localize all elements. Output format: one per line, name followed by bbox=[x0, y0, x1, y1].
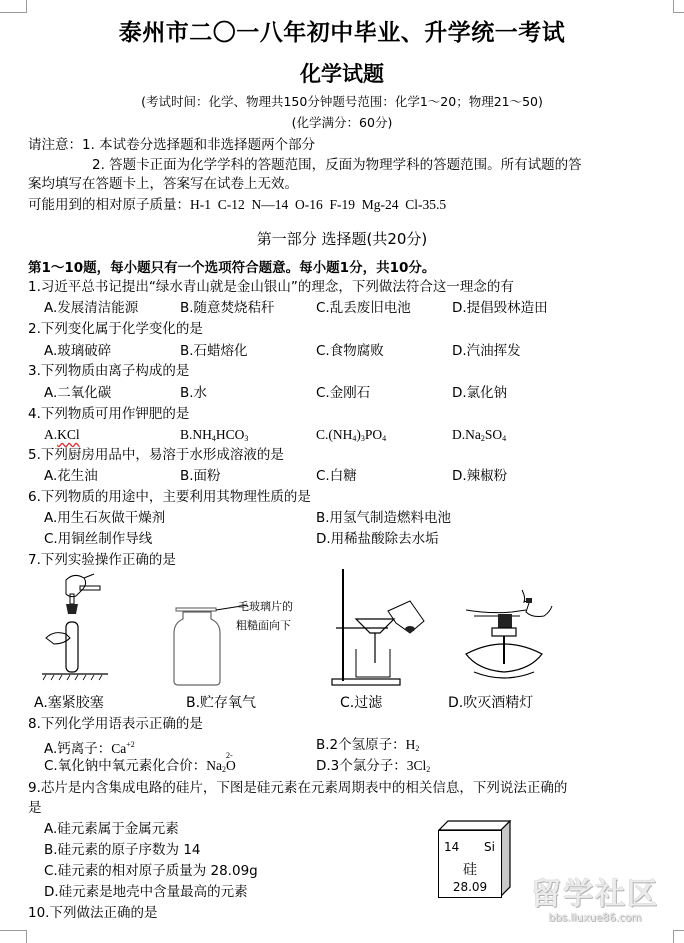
question-5-option-a: A.花生油 bbox=[44, 468, 98, 484]
question-10-stem: 10.下列做法正确的是 bbox=[28, 905, 158, 921]
question-2-option-d: D.汽油挥发 bbox=[452, 343, 521, 359]
page-corner-mark bbox=[0, 930, 27, 943]
figure-alcohol-lamp bbox=[460, 588, 560, 688]
figure-insert-stopper bbox=[36, 572, 116, 682]
question-3-option-d: D.氯化钠 bbox=[452, 385, 508, 401]
full-score-note: (化学满分：60分) bbox=[291, 115, 393, 130]
question-6-option-c: C.用铜丝制作导线 bbox=[44, 531, 153, 547]
question-4-option-b: $B.NH_4HCO_3$ bbox=[180, 427, 249, 443]
atomic-mass: 28.09 bbox=[452, 880, 488, 894]
page-corner-mark bbox=[673, 930, 684, 943]
atomic-number: 14 bbox=[444, 840, 460, 854]
question-8-option-c: C.氧化钠中氧元素化合价：$Na_2O$ 2- bbox=[44, 757, 236, 779]
question-5-stem: 5.下列厨房用品中，易溶于水形成溶液的是 bbox=[28, 447, 284, 463]
question-4-option-d: $D.Na_2SO_4$ bbox=[452, 427, 507, 443]
section-title: 第一部分 选择题(共20分) bbox=[256, 230, 428, 248]
question-9-option-a: A.硅元素属于金属元素 bbox=[44, 821, 179, 837]
figure-caption-c: C.过滤 bbox=[340, 695, 383, 711]
page-corner-mark bbox=[0, 0, 27, 13]
question-2-option-a: A.玻璃破碎 bbox=[44, 343, 112, 359]
site-watermark bbox=[515, 878, 675, 924]
spellcheck-underline: KCl bbox=[57, 427, 80, 442]
atomic-masses-values: H-1 C-12 N—14 O-16 F-19 Mg-24 Cl-35.5 bbox=[190, 197, 447, 212]
question-9-option-b: B.硅元素的原子序数为 14 bbox=[44, 842, 201, 858]
question-5-option-c: C.白糖 bbox=[316, 468, 357, 484]
watermark-url: bbs.liuxue86.com bbox=[548, 912, 642, 924]
question-9-option-c: C.硅元素的相对原子质量为 28.09g bbox=[44, 863, 258, 879]
question-8-option-d: D.3个氯分子：$3Cl_2$ bbox=[316, 758, 431, 774]
question-8-option-b: B.2个氢原子：$H_2$ bbox=[316, 737, 420, 753]
question-2-option-b: B.石蜡熔化 bbox=[180, 343, 248, 359]
notice-item-1: 1. 本试卷分选择题和非选择题两个部分 bbox=[82, 137, 316, 153]
question-9-stem-line-2: 是 bbox=[28, 800, 42, 816]
question-1-stem: 1.习近平总书记提出“绿水青山就是金山银山”的理念，下列做法符合这一理念的有 bbox=[28, 279, 514, 295]
figure-filtration bbox=[328, 567, 428, 687]
question-2-option-c: C.食物腐败 bbox=[316, 343, 384, 359]
question-6-stem: 6.下列物质的用途中，主要利用其物理性质的是 bbox=[28, 489, 311, 505]
element-name: 硅 bbox=[463, 862, 477, 878]
notice-item-2-line-1: 2. 答题卡正面为化学学科的答题范围，反面为物理学科的答题范围。所有试题的答 bbox=[92, 157, 582, 173]
question-7-stem: 7.下列实验操作正确的是 bbox=[28, 552, 176, 568]
question-4-stem: 4.下列物质可用作钾肥的是 bbox=[28, 406, 190, 422]
question-1-option-c: C.乱丢废旧电池 bbox=[316, 300, 411, 316]
figure-note-line-2: 粗糙面向下 bbox=[236, 619, 291, 632]
element-symbol: Si bbox=[484, 840, 495, 854]
figure-caption-a: A.塞紧胶塞 bbox=[34, 695, 104, 711]
question-3-option-b: B.水 bbox=[180, 385, 208, 401]
figure-note-line-1: 毛玻璃片的 bbox=[238, 600, 293, 613]
question-2-stem: 2.下列变化属于化学变化的是 bbox=[28, 321, 203, 337]
question-5-option-d: D.辣椒粉 bbox=[452, 468, 508, 484]
question-6-option-b: B.用氢气制造燃料电池 bbox=[316, 510, 452, 526]
atomic-masses-line bbox=[28, 196, 446, 214]
question-4-option-a: A.KCl bbox=[44, 427, 80, 442]
notice-item-2-line-2: 案均填写在答题卡上，答案写在试卷上无效。 bbox=[28, 176, 298, 192]
question-5-option-b: B.面粉 bbox=[180, 468, 221, 484]
page-corner-mark bbox=[673, 0, 684, 13]
question-3-stem: 3.下列物质由离子构成的是 bbox=[28, 363, 190, 379]
figure-caption-d: D.吹灭酒精灯 bbox=[448, 695, 534, 711]
figure-caption-b: B.贮存氧气 bbox=[186, 695, 257, 711]
question-8-option-a: A.钙离子：$Ca^{+2}$ bbox=[44, 740, 135, 757]
exam-time-note: (考试时间：化学、物理共150分钟题号范围：化学1～20；物理21～50) bbox=[141, 94, 543, 109]
notice-label: 请注意： bbox=[28, 137, 82, 153]
question-4-option-c: $C.(NH_4)_3PO_4$ bbox=[316, 427, 387, 443]
exam-title: 泰州市二〇一八年初中毕业、升学统一考试 bbox=[118, 20, 566, 46]
question-3-option-c: C.金刚石 bbox=[316, 385, 371, 401]
element-card-silicon bbox=[438, 820, 522, 900]
question-1-option-d: D.提倡毁林造田 bbox=[452, 300, 548, 316]
watermark-text: 留学社区 bbox=[531, 877, 659, 912]
question-6-option-a: A.用生石灰做干燥剂 bbox=[44, 510, 166, 526]
question-1-option-a: A.发展清洁能源 bbox=[44, 300, 139, 316]
question-9-stem-line-1: 9.芯片是内含集成电路的硅片，下图是硅元素在元素周期表中的相关信息，下列说法正确的 bbox=[28, 780, 568, 796]
atomic-masses-label: 可能用到的相对原子质量： bbox=[28, 197, 190, 213]
question-8-stem: 8.下列化学用语表示正确的是 bbox=[28, 716, 203, 732]
subject-title: 化学试题 bbox=[300, 62, 384, 86]
question-3-option-a: A.二氧化碳 bbox=[44, 385, 112, 401]
notice-line-1 bbox=[28, 136, 315, 154]
valence-superscript: 2- bbox=[225, 751, 233, 760]
question-1-option-b: B.随意焚烧秸秆 bbox=[180, 300, 275, 316]
question-9-option-d: D.硅元素是地壳中含量最高的元素 bbox=[44, 884, 248, 900]
element-card-face bbox=[438, 830, 502, 898]
section-instruction: 第1～10题，每小题只有一个选项符合题意。每小题1分，共10分。 bbox=[28, 260, 436, 276]
question-6-option-d: D.用稀盐酸除去水垢 bbox=[316, 531, 439, 547]
